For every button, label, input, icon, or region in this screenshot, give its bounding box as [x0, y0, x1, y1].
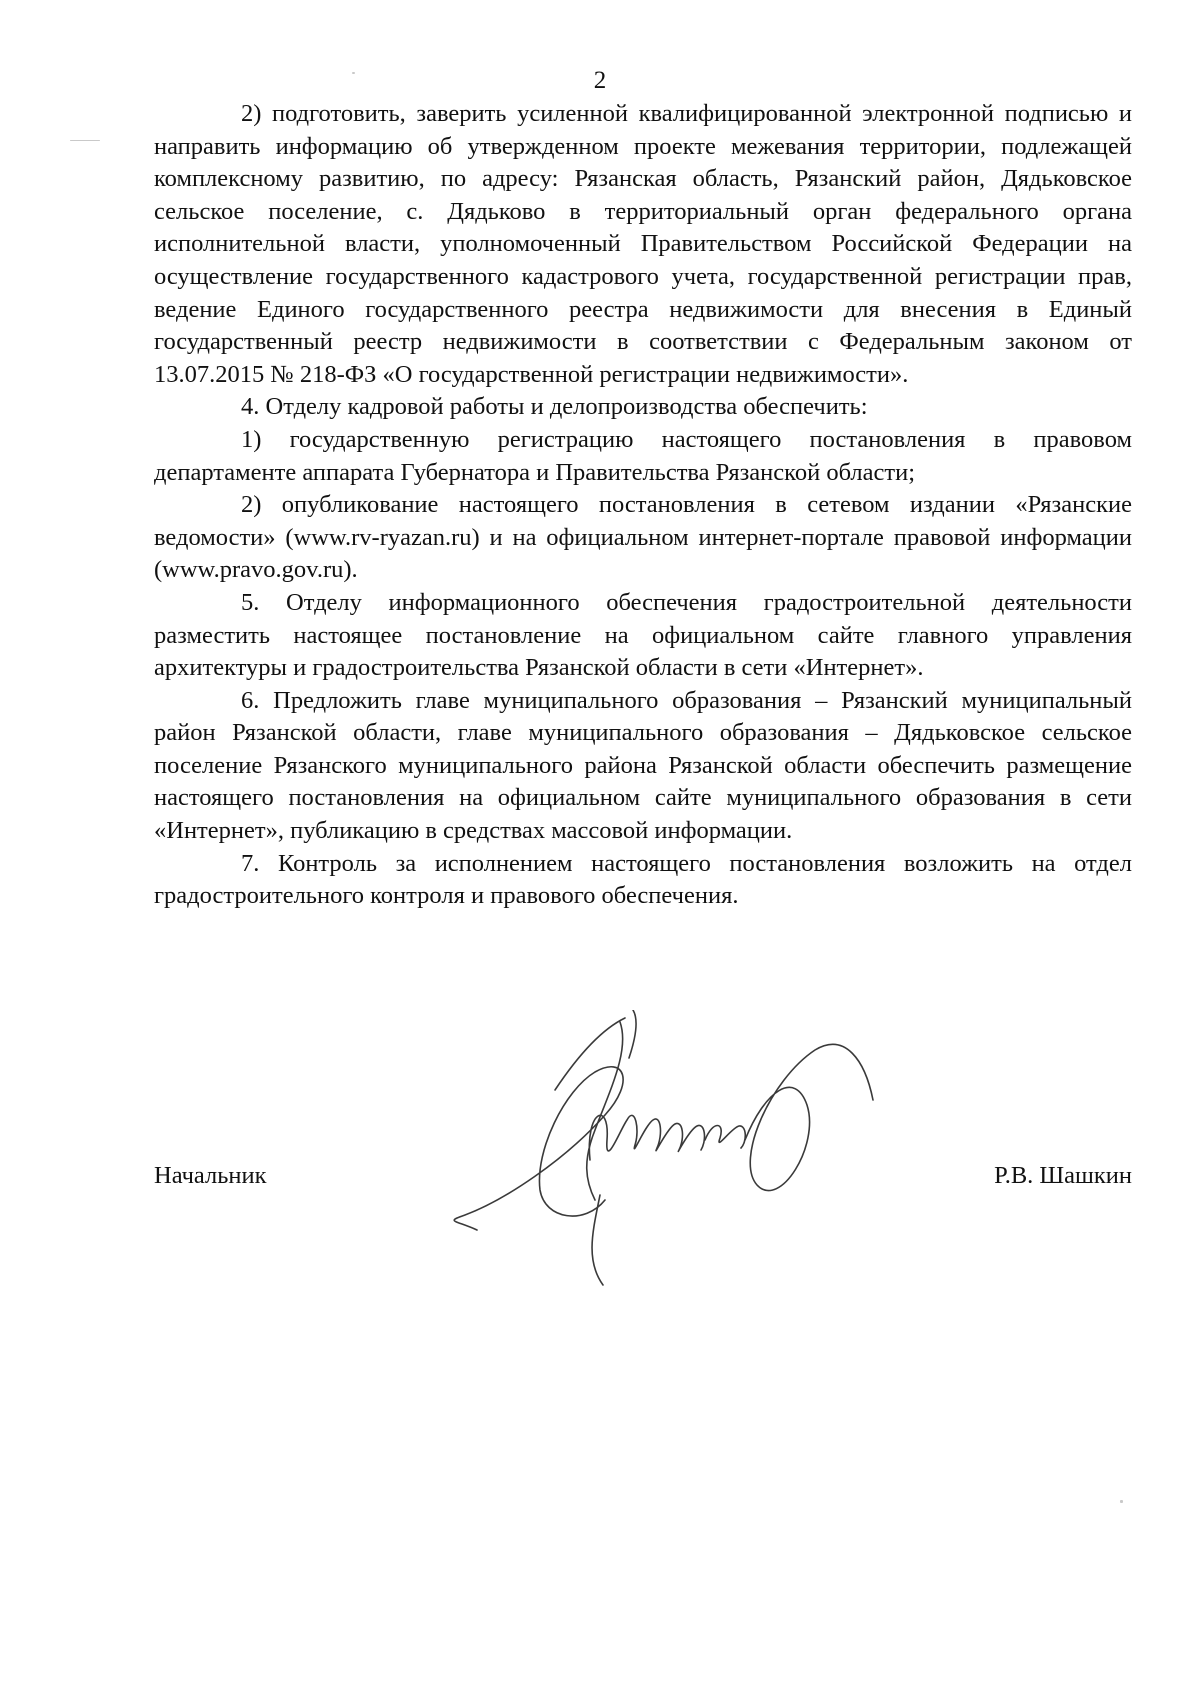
paragraph-section-4: 4. Отделу кадровой работы и делопроизводства обеспечить: [241, 393, 868, 421]
paragraph-section-5: 5. Отделу информационного обеспечения градостроительной деятельности разместить настоящее постановление на официальном сайте главного управления архитектуры и градостроительства Рязанской области в сети «Интернет». [154, 588, 1132, 682]
paragraph-item-2-publication: 2) опубликование настоящего постановления в сетевом издании «Рязанские ведомости» (www.rv-ryazan.ru) и на официальном интернет-портале правовой информации (www.pravo.gov.ru). [154, 491, 1132, 584]
scan-artifact [352, 72, 355, 74]
paragraph-item-2-registry: 2) подготовить, заверить усиленной квалифицированной электронной подписью и направить информацию об утвержденном проекте межевания территории, подлежащей комплексному развитию, по адресу: Рязанская область, Рязанский район, Дядьковское сельское поселение, с. Дядьково в территориальный орган федерального органа исполнительной власти, уполномоченный Правительством Российской Федерации на осуществление государственного кадастрового учета, государственной регистрации прав, ведение Единого государственного реестра недвижимости для внесения в Единый государственный реестр недвижимости в соответствии с Федеральным законом от 13.07.2015 № 218-ФЗ «О государственной регистрации недвижимости». [154, 100, 1132, 388]
document-body [154, 98, 1132, 913]
signatory-name: Р.В. Шашкин [994, 1162, 1132, 1189]
handwritten-signature [435, 1010, 915, 1290]
scan-artifact [70, 140, 100, 141]
signature-block [154, 1160, 1132, 1200]
signatory-title: Начальник [154, 1162, 267, 1189]
paragraph-section-6: 6. Предложить главе муниципального образования – Рязанский муниципальный район Рязанской области, главе муниципального образования – Дядьковское сельское поселение Рязанского муниципального района Рязанской области обеспечить размещение настоящего постановления на официальном сайте муниципального образования в сети «Интернет», публикацию в средствах массовой информации. [154, 686, 1132, 845]
scan-artifact [1120, 1500, 1123, 1503]
page-number: 2 [593, 67, 607, 94]
paragraph-section-7: 7. Контроль за исполнением настоящего постановления возложить на отдел градостроительного контроля и правового обеспечения. [154, 849, 1132, 910]
paragraph-item-1-registration: 1) государственную регистрацию настоящего постановления в правовом департаменте аппарата Губернатора и Правительства Рязанской области; [154, 425, 1132, 486]
